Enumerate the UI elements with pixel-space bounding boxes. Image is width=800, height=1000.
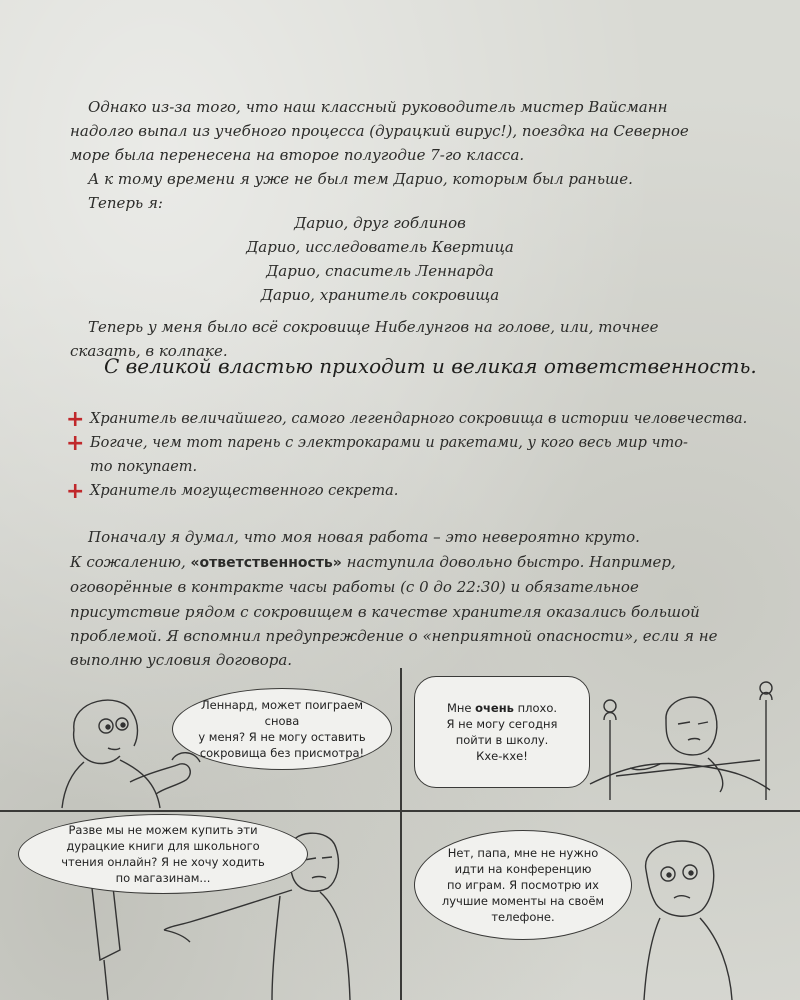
title-line-1: Дарио, друг гоблинов: [294, 214, 466, 232]
panel-3-line-1: Разве мы не можем купить эти: [68, 823, 258, 837]
panel-4-line-2: идти на конференцию: [454, 862, 592, 876]
panel-1-line-2: у меня? Я не могу оставить: [198, 730, 366, 744]
panel-divider-vertical-bottom: [400, 812, 402, 1000]
paragraph-6-pre: К сожалению,: [70, 553, 191, 571]
panel-3-line-2: дурацкие книги для школьного: [66, 839, 260, 853]
paragraph-2: А к тому времени я уже не был тем Дарио, которым был раньше.: [88, 170, 633, 188]
panel-4-line-1: Нет, папа, мне не нужно: [447, 846, 599, 860]
paragraph-4-line-2: сказать, в колпаке.: [70, 342, 228, 360]
bullet-3: Хранитель могущественного секрета.: [90, 483, 399, 499]
panel-2-line-2: Я не могу сегодня: [446, 717, 558, 731]
panel-2-line-4: Кхе-кхе!: [476, 749, 528, 763]
speech-bubble-panel-1: [172, 688, 392, 770]
sick-boy-in-bed-drawing: [590, 680, 790, 805]
paragraph-6-line-1: [70, 551, 676, 576]
paragraph-6-line-5: выполню условия договора.: [70, 651, 293, 669]
keyword-responsibility: «ответственность»: [190, 555, 342, 571]
paragraph-1-line-2: надолго выпал из учебного процесса (дурацкий вирус!), поездка на Северное: [70, 122, 689, 140]
bullet-plus-icon: +: [66, 479, 85, 504]
bullet-plus-icon: +: [66, 431, 85, 456]
speech-bubble-panel-3: [18, 814, 308, 894]
panel-2-bold: очень: [475, 701, 514, 715]
paragraph-3: Теперь я:: [88, 194, 163, 212]
panel-2-pre: Мне: [446, 701, 476, 715]
paragraph-4-line-1: Теперь у меня было всё сокровище Нибелунгов на голове, или, точнее: [88, 318, 659, 336]
speech-bubble-panel-4: [414, 830, 632, 940]
paragraph-6-line-2: оговорённые в контракте часы работы (с 0 до 22:30) и обязательное: [70, 578, 639, 596]
paragraph-6-line-3: присутствие рядом с сокровищем в качестве хранителя оказались большой: [70, 603, 700, 621]
speech-bubble-panel-2: [414, 676, 590, 788]
bullet-plus-icon: +: [66, 407, 85, 432]
title-line-2: Дарио, исследователь Квертица: [246, 238, 514, 256]
panel-4-line-5: телефоне.: [491, 910, 555, 924]
panel-1-line-3: сокровища без присмотра!: [199, 746, 365, 760]
title-line-4: Дарио, хранитель сокровища: [260, 286, 500, 304]
panel-1-line-1: Леннард, может поиграем снова: [200, 698, 364, 728]
paragraph-6-post: наступила довольно быстро. Например,: [341, 553, 676, 571]
panel-4-line-3: по играм. Я посмотрю их: [447, 878, 599, 892]
paragraph-6-line-4: проблемой. Я вспомнил предупреждение о «неприятной опасности», если я не: [70, 627, 718, 645]
panel-divider-vertical-top: [400, 668, 402, 810]
panel-2-line-1: [447, 700, 558, 716]
bullet-2-line-2: то покупает.: [90, 459, 198, 475]
paragraph-1-line-1: Однако из-за того, что наш классный руководитель мистер Вайсманн: [88, 98, 668, 116]
panel-3-line-3: чтения онлайн? Я не хочу ходить: [61, 855, 265, 869]
panel-3-line-4: по магазинам...: [115, 871, 211, 885]
panel-2-post: плохо.: [513, 701, 558, 715]
panel-2-line-3: пойти в школу.: [455, 733, 549, 747]
paragraph-1-line-3: море была перенесена на второе полугодие 7-го класса.: [70, 146, 525, 164]
panel-divider-horizontal: [0, 810, 800, 812]
bullet-1: Хранитель величайшего, самого легендарного сокровища в истории человечества.: [90, 411, 748, 427]
boy-talking-drawing: [620, 830, 790, 1000]
title-line-3: Дарио, спаситель Леннарда: [266, 262, 494, 280]
bullet-2-line-1: Богаче, чем тот парень с электрокарами и ракетами, у кого весь мир что-: [90, 435, 688, 451]
section-heading: С великой властью приходит и великая ответственность.: [104, 354, 757, 378]
paragraph-5: Поначалу я думал, что моя новая работа – это невероятно круто.: [88, 528, 640, 546]
panel-4-line-4: лучшие моменты на своём: [441, 894, 605, 908]
